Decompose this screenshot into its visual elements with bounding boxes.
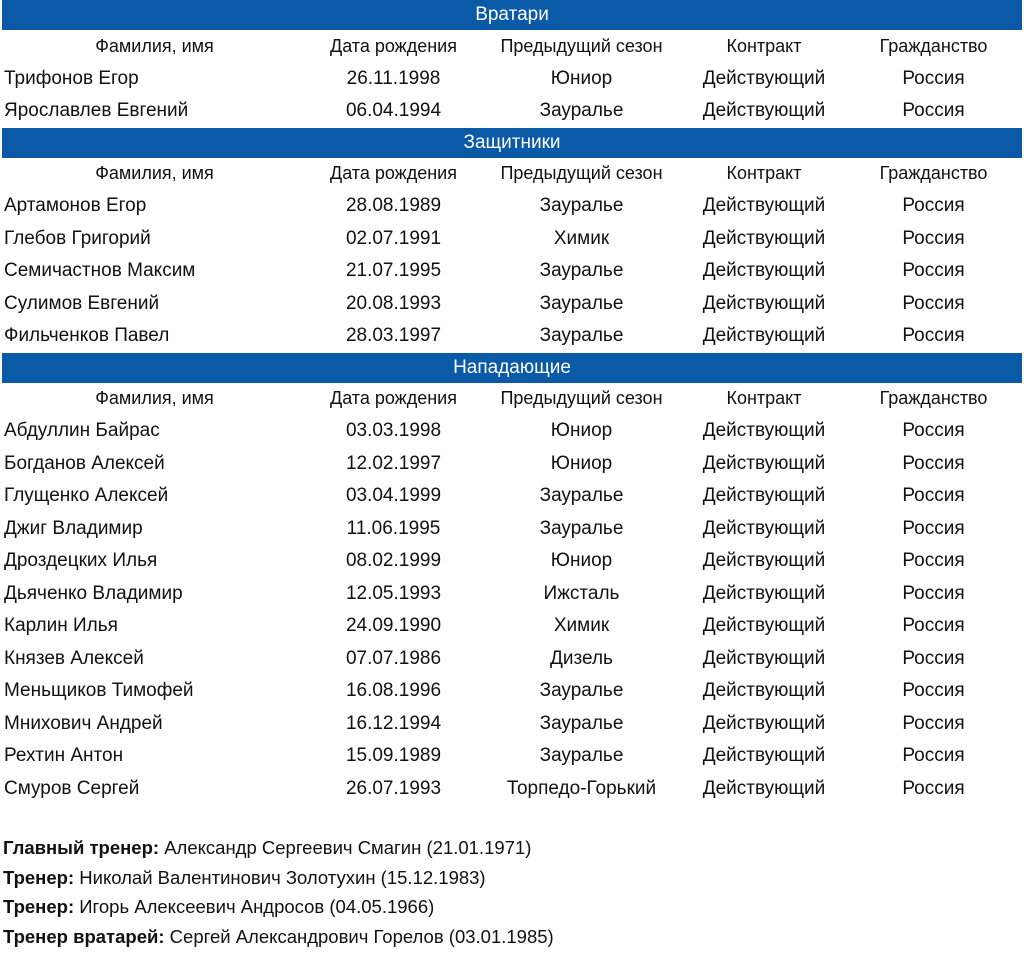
column-header-citizenship: Гражданство [879,388,988,409]
player-citizenship: Россия [902,680,965,702]
player-contract: Действующий [702,745,826,767]
table-row [2,545,1022,578]
table-row [2,675,1022,708]
player-citizenship: Россия [902,420,965,442]
column-header-citizenship: Гражданство [879,163,988,184]
column-header-citizenship: Гражданство [879,35,988,56]
staff-line-goalie-coach [3,922,1024,952]
player-dob: 02.07.1991 [345,227,442,249]
player-dob: 16.12.1994 [345,712,442,734]
player-dob: 20.08.1993 [345,292,442,314]
player-name: Абдуллин Байрас [4,420,160,442]
player-previous-season: Зауралье [539,292,624,314]
player-previous-season: Юниор [550,67,613,89]
player-dob: 21.07.1995 [345,260,442,282]
player-previous-season: Зауралье [539,260,624,282]
player-previous-season: Зауралье [539,712,624,734]
table-row [2,643,1022,676]
player-previous-season: Дизель [550,647,613,669]
player-contract: Действующий [702,100,826,122]
player-dob: 12.05.1993 [345,582,442,604]
player-name: Сулимов Евгений [4,292,160,314]
table-row [2,610,1022,643]
player-name: Глущенко Алексей [4,485,169,507]
staff-person: Николай Валентинович Золотухин (15.12.1983) [79,866,486,888]
staff-line-coach [3,863,1024,893]
player-dob: 16.08.1996 [345,680,442,702]
table-row [2,480,1022,513]
player-previous-season: Зауралье [539,680,624,702]
player-contract: Действующий [702,67,826,89]
player-previous-season: Ижсталь [543,582,620,604]
player-name: Джиг Владимир [4,517,143,539]
player-contract: Действующий [702,777,826,799]
player-contract: Действующий [702,712,826,734]
player-previous-season: Юниор [550,420,613,442]
player-citizenship: Россия [902,582,965,604]
column-header-dob: Дата рождения [330,35,457,56]
table-row [2,513,1022,546]
column-header-contract: Контракт [726,388,802,409]
player-citizenship: Россия [902,517,965,539]
player-previous-season: Юниор [550,550,613,572]
column-header-previous-season: Предыдущий сезон [500,388,663,409]
player-dob: 06.04.1994 [345,100,442,122]
player-previous-season: Химик [553,615,610,637]
player-citizenship: Россия [902,647,965,669]
staff-line-head-coach [3,833,1024,863]
staff-role: Тренер вратарей: [3,925,165,947]
player-citizenship: Россия [902,260,965,282]
player-citizenship: Россия [902,452,965,474]
player-previous-season: Юниор [550,452,613,474]
player-previous-season: Химик [553,227,610,249]
player-contract: Действующий [702,680,826,702]
player-dob: 24.09.1990 [345,615,442,637]
player-citizenship: Россия [902,292,965,314]
player-citizenship: Россия [902,67,965,89]
player-citizenship: Россия [902,777,965,799]
table-row [2,773,1022,806]
player-previous-season: Зауралье [539,745,624,767]
table-row [2,415,1022,448]
player-citizenship: Россия [902,100,965,122]
player-previous-season: Зауралье [539,325,624,347]
staff-person: Александр Сергеевич Смагин (21.01.1971) [164,837,532,858]
player-contract: Действующий [702,517,826,539]
player-citizenship: Россия [902,485,965,507]
staff-line-coach [3,892,1024,922]
player-citizenship: Россия [902,615,965,637]
player-contract: Действующий [702,227,826,249]
player-name: Карлин Илья [4,615,118,637]
player-contract: Действующий [702,647,826,669]
player-name: Мнихович Андрей [4,712,163,734]
table-row [2,708,1022,741]
column-header-name: Фамилия, имя [95,163,214,184]
table-row [2,448,1022,481]
player-dob: 03.04.1999 [345,485,442,507]
roster-table [2,0,1022,805]
player-name: Богданов Алексей [4,452,165,474]
player-contract: Действующий [702,550,826,572]
player-name: Глебов Григорий [4,227,151,249]
player-name: Дроздецких Илья [4,550,158,572]
player-contract: Действующий [702,325,826,347]
column-header-dob: Дата рождения [330,388,457,409]
player-citizenship: Россия [902,550,965,572]
player-citizenship: Россия [902,745,965,767]
player-dob: 28.08.1989 [345,195,442,217]
staff-role: Тренер: [3,896,75,917]
column-headers [2,30,1022,63]
column-header-contract: Контракт [726,35,802,56]
player-previous-season: Торпедо-Горький [506,777,657,799]
player-contract: Действующий [702,195,826,217]
player-name: Трифонов Егор [4,67,139,89]
section-forwards [2,353,1022,806]
player-name: Фильченков Павел [4,325,170,347]
section-header: Защитники [2,128,1022,158]
player-dob: 28.03.1997 [345,325,442,347]
table-row [2,288,1022,321]
player-contract: Действующий [702,260,826,282]
coaching-staff [3,833,1024,951]
staff-person: Игорь Алексеевич Андросов (04.05.1966) [79,896,435,917]
player-name: Ярославлев Евгений [4,100,189,122]
column-header-previous-season: Предыдущий сезон [500,35,663,56]
player-citizenship: Россия [902,712,965,734]
table-row [2,223,1022,256]
staff-person: Сергей Александрович Горелов (03.01.1985) [169,925,554,947]
table-row [2,255,1022,288]
section-goalies [2,0,1022,128]
player-dob: 07.07.1986 [345,647,442,669]
player-previous-season: Зауралье [539,100,624,122]
column-header-dob: Дата рождения [330,163,457,184]
player-name: Рехтин Антон [4,745,124,767]
player-contract: Действующий [702,452,826,474]
column-headers [2,158,1022,191]
column-header-name: Фамилия, имя [95,388,214,409]
player-dob: 12.02.1997 [345,452,442,474]
player-contract: Действующий [702,292,826,314]
player-citizenship: Россия [902,195,965,217]
player-dob: 03.03.1998 [345,420,442,442]
table-row [2,95,1022,128]
player-previous-season: Зауралье [539,485,624,507]
player-name: Меньщиков Тимофей [4,680,194,702]
player-contract: Действующий [702,582,826,604]
player-dob: 15.09.1989 [345,745,442,767]
player-previous-season: Зауралье [539,195,624,217]
section-header: Нападающие [2,353,1022,383]
player-name: Князев Алексей [4,647,144,669]
column-header-name: Фамилия, имя [95,35,214,56]
player-name: Семичастнов Максим [4,260,196,282]
section-defenders [2,128,1022,353]
player-contract: Действующий [702,485,826,507]
section-header: Вратари [2,0,1022,30]
player-dob: 11.06.1995 [346,517,441,539]
staff-role: Тренер: [3,866,75,888]
table-row [2,190,1022,223]
player-dob: 26.07.1993 [345,777,442,799]
table-row [2,578,1022,611]
player-dob: 26.11.1998 [346,67,441,89]
column-headers [2,383,1022,416]
player-citizenship: Россия [902,325,965,347]
player-name: Смуров Сергей [4,777,140,799]
table-row [2,63,1022,96]
player-name: Артамонов Егор [4,195,147,217]
table-row [2,320,1022,353]
column-header-contract: Контракт [726,163,802,184]
table-row [2,740,1022,773]
column-header-previous-season: Предыдущий сезон [500,163,663,184]
player-contract: Действующий [702,420,826,442]
player-citizenship: Россия [902,227,965,249]
player-contract: Действующий [702,615,826,637]
player-name: Дьяченко Владимир [4,582,183,604]
player-previous-season: Зауралье [539,517,624,539]
staff-role: Главный тренер: [3,837,160,858]
player-dob: 08.02.1999 [345,550,442,572]
